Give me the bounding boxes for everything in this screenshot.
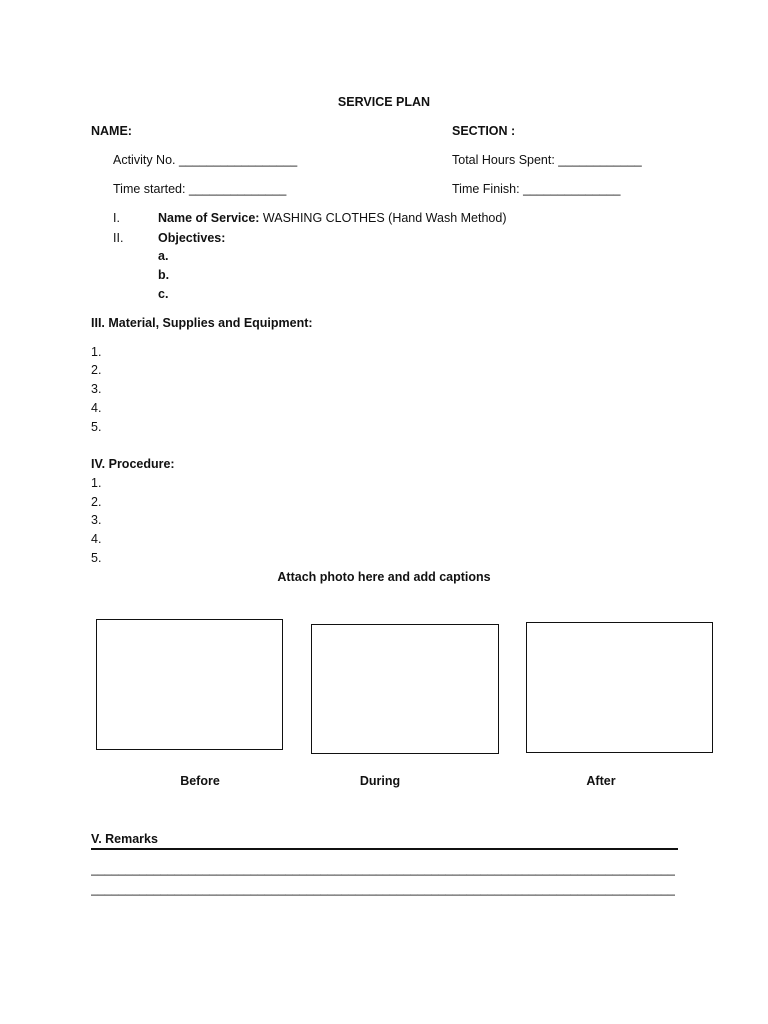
remarks-heading: V. Remarks <box>91 832 158 846</box>
photo-box-before <box>96 619 283 750</box>
caption-after: After <box>586 774 616 788</box>
remarks-line: ____________________________________________________________________________________ <box>91 882 675 896</box>
materials-item: 2. <box>91 363 102 377</box>
section-2-number: II. <box>113 231 124 245</box>
objectives-label: Objectives: <box>158 231 226 245</box>
service-name-value: WASHING CLOTHES (Hand Wash Method) <box>262 211 507 225</box>
photo-box-after <box>526 622 713 753</box>
section-label: SECTION : <box>452 124 516 138</box>
service-name-line <box>158 211 507 225</box>
materials-item: 4. <box>91 401 102 415</box>
remarks-heading-rule <box>91 848 678 850</box>
name-label: NAME: <box>91 124 132 138</box>
section-1-number: I. <box>113 211 120 225</box>
procedure-item: 4. <box>91 532 102 546</box>
materials-item: 3. <box>91 382 102 396</box>
activity-no-field: Activity No. _________________ <box>113 153 298 167</box>
total-hours-field: Total Hours Spent: ____________ <box>452 153 642 167</box>
time-started-field: Time started: ______________ <box>113 182 287 196</box>
objective-item: c. <box>158 287 169 301</box>
procedure-item: 1. <box>91 476 102 490</box>
procedure-heading: IV. Procedure: <box>91 457 175 471</box>
materials-item: 1. <box>91 345 102 359</box>
materials-heading: III. Material, Supplies and Equipment: <box>91 316 313 330</box>
procedure-item: 5. <box>91 551 102 565</box>
caption-during: During <box>359 774 401 788</box>
service-name-label: Name of Service: <box>158 211 260 225</box>
time-finish-field: Time Finish: ______________ <box>452 182 621 196</box>
photo-box-during <box>311 624 499 754</box>
materials-item: 5. <box>91 420 102 434</box>
objective-item: a. <box>158 249 169 263</box>
procedure-item: 3. <box>91 513 102 527</box>
caption-before: Before <box>180 774 220 788</box>
procedure-item: 2. <box>91 495 102 509</box>
remarks-line: ____________________________________________________________________________________ <box>91 862 675 876</box>
page-title: SERVICE PLAN <box>337 95 431 109</box>
objective-item: b. <box>158 268 170 282</box>
photo-instruction: Attach photo here and add captions <box>277 570 491 584</box>
